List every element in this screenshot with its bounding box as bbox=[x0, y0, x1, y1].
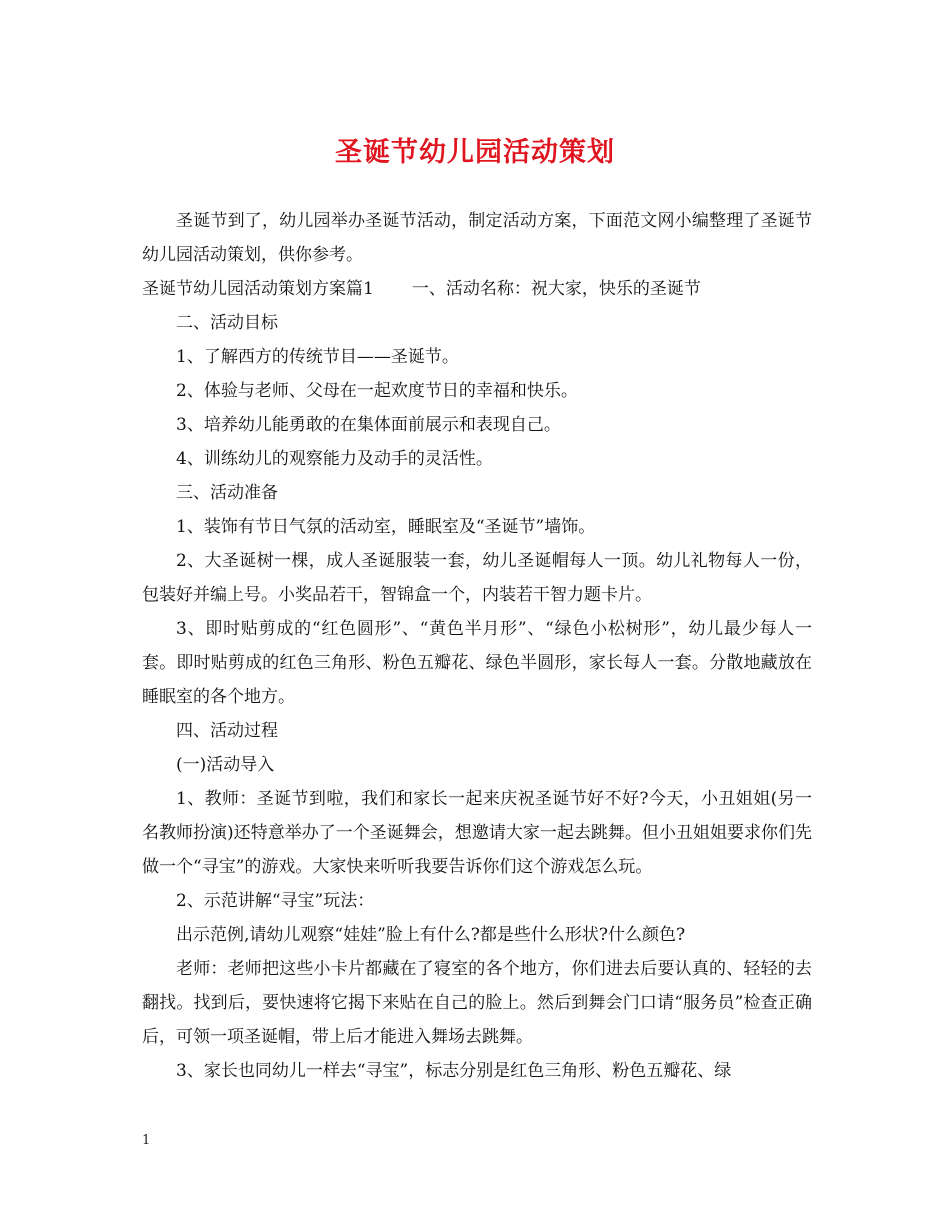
section-heading-preparation: 三、活动准备 bbox=[176, 483, 278, 503]
list-item: 2、示范讲解“寻宝”玩法： bbox=[176, 891, 375, 911]
page-number: 1 bbox=[142, 1133, 151, 1148]
list-item: 3、培养幼儿能勇敢的在集体面前展示和表现自己。 bbox=[176, 415, 561, 435]
list-item: 3、即时贴剪成的“红色圆形”、“黄色半月形”、“绿色小松树形”，幼儿最少每人一套。即时贴剪成的红色三角形、粉色五瓣花、绿色半圆形，家长每人一套。分散地藏放在睡眠室的各个地方。 bbox=[142, 619, 812, 707]
document-body bbox=[142, 204, 812, 1088]
list-item: 2、大圣诞树一棵，成人圣诞服装一套，幼儿圣诞帽每人一顶。幼儿礼物每人一份，包装好并编上号。小奖品若干，智锦盒一个，内装若干智力题卡片。 bbox=[142, 551, 812, 605]
list-item: 1、了解西方的传统节目——圣诞节。 bbox=[176, 347, 459, 367]
list-item: 1、装饰有节日气氛的活动室，睡眠室及“圣诞节”墙饰。 bbox=[176, 517, 596, 537]
section-heading-goals: 二、活动目标 bbox=[176, 313, 278, 333]
paragraph: 出示范例,请幼儿观察“娃娃”脸上有什么?都是些什么形状?什么颜色? bbox=[176, 925, 686, 945]
subsection-heading: (一)活动导入 bbox=[176, 755, 275, 775]
list-item: 4、训练幼儿的观察能力及动手的灵活性。 bbox=[176, 449, 493, 469]
list-item: 2、体验与老师、父母在一起欢度节日的幸福和快乐。 bbox=[176, 381, 578, 401]
paragraph: 老师：老师把这些小卡片都藏在了寝室的各个地方，你们进去后要认真的、轻轻的去翻找。找到后，要快速将它揭下来贴在自己的脸上。然后到舞会门口请“服务员”检查正确后，可领一项圣诞帽，带上后才能进入舞场去跳舞。 bbox=[142, 959, 812, 1047]
section-heading-process: 四、活动过程 bbox=[176, 721, 278, 741]
plan-heading: 圣诞节幼儿园活动策划方案篇1 bbox=[142, 279, 374, 299]
document-title: 圣诞节幼儿园活动策划 bbox=[335, 137, 615, 168]
list-item: 1、教师：圣诞节到啦，我们和家长一起来庆祝圣诞节好不好?今天，小丑姐姐(另一名教师扮演)还特意举办了一个圣诞舞会，想邀请大家一起去跳舞。但小丑姐姐要求你们先做一个“寻宝”的游戏。大家快来听听我要告诉你们这个游戏怎么玩。 bbox=[142, 789, 812, 877]
activity-name: 一、活动名称：祝大家，快乐的圣诞节 bbox=[411, 279, 701, 299]
list-item: 3、家长也同幼儿一样去“寻宝”，标志分别是红色三角形、粉色五瓣花、绿 bbox=[176, 1061, 732, 1081]
intro-paragraph: 圣诞节到了，幼儿园举办圣诞节活动，制定活动方案，下面范文网小编整理了圣诞节幼儿园活动策划，供你参考。 bbox=[142, 211, 812, 265]
plan-heading-line bbox=[142, 272, 812, 306]
